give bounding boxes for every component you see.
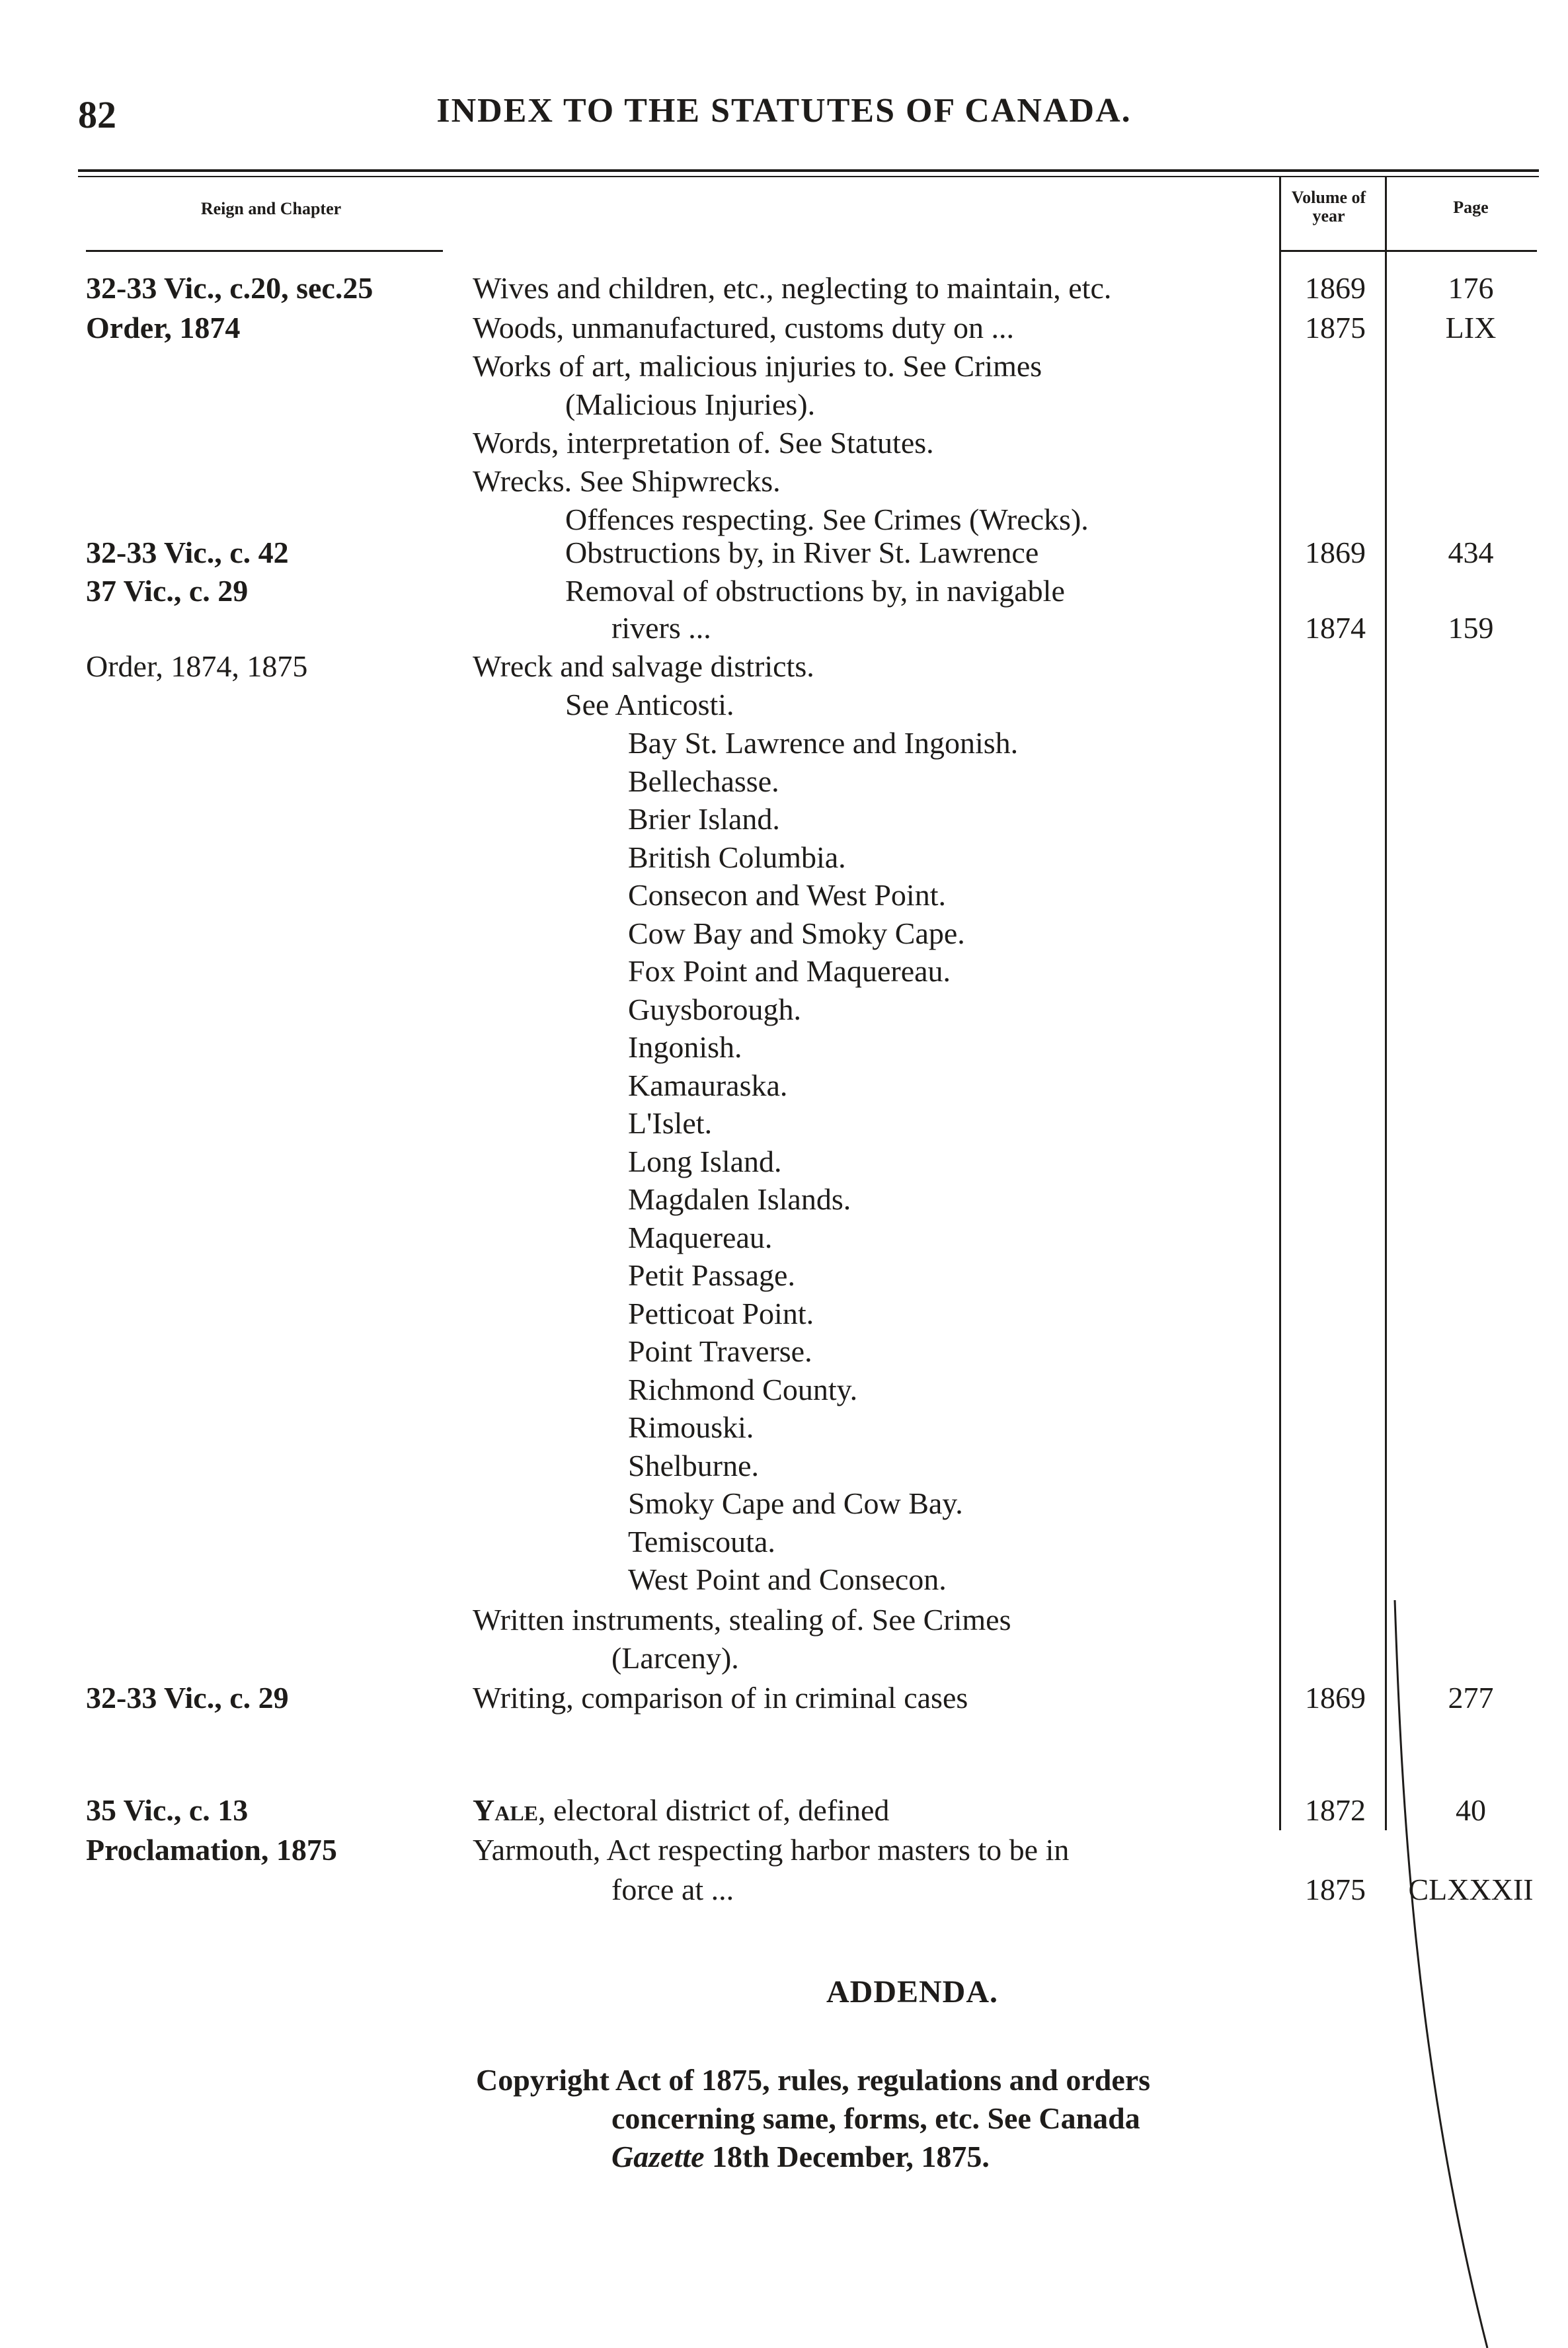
row-ref: Order, 1874, 1875 [86,649,308,683]
district-item [0,1371,1568,1408]
row-ref: 37 Vic., c. 29 [86,574,249,608]
column-head-reign: Reign and Chapter [200,199,342,218]
row-text: Writing, comparison of in criminal cases [473,1681,968,1715]
row-page: 159 [1448,611,1494,645]
district-item [0,763,1568,800]
row-ref: 32-33 Vic., c.20, sec.25 [86,271,373,305]
district-name: Brier Island. [628,802,780,836]
row-text: rivers ... [611,611,711,645]
district-name: Smoky Cape and Cow Bay. [628,1486,963,1520]
district-item [0,953,1568,990]
running-title: INDEX TO THE STATUTES OF CANADA. [436,92,1132,130]
district-item [0,1409,1568,1446]
district-name: Petit Passage. [628,1258,795,1292]
index-row [0,425,1568,462]
row-text: Yarmouth, Act respecting harbor masters to be in [473,1833,1070,1867]
district-item [0,1561,1568,1598]
index-row [0,463,1568,500]
addenda-line: concerning same, forms, etc. See Canada [611,2101,1140,2135]
index-row [0,534,1568,571]
row-text: Wrecks. See Shipwrecks. [473,464,781,498]
margin-stroke [1375,1600,1507,2348]
district-name: Kamauraska. [628,1068,788,1102]
district-name: West Point and Consecon. [628,1562,947,1596]
index-row [0,501,1568,538]
district-name: Consecon and West Point. [628,878,946,912]
district-name: Temiscouta. [628,1524,775,1559]
district-name: Rimouski. [628,1410,754,1444]
index-row [0,1601,1568,1639]
index-row [0,1871,1568,1908]
row-text: (Larceny). [611,1641,739,1675]
row-year: 1875 [1305,1873,1366,1906]
addenda-rest: 18th December, 1875. [704,2140,990,2173]
header-rule-top [78,169,1539,172]
district-name: Cow Bay and Smoky Cape. [628,916,965,950]
row-text: Removal of obstructions by, in navigable [565,574,1065,608]
row-ref: Order, 1874 [86,311,241,344]
column-head-volume: Volume of year [1291,188,1366,225]
row-text: Obstructions by, in River St. Lawrence [565,536,1039,569]
district-item [0,1485,1568,1522]
district-item [0,1333,1568,1370]
index-row [0,686,1568,723]
district-item [0,1029,1568,1066]
index-row [0,1640,1568,1677]
index-row [0,309,1568,346]
index-row [0,270,1568,307]
addenda-line: Copyright Act of 1875, rules, regulations and orders [476,2063,1151,2097]
district-name: L'Islet. [628,1106,713,1140]
row-text: See Anticosti. [565,688,734,721]
row-ref: Proclamation, 1875 [86,1833,337,1867]
index-row [0,610,1568,647]
index-row [0,573,1568,610]
district-item [0,915,1568,952]
district-name: Shelburne. [628,1448,760,1482]
row-text: (Malicious Injuries). [565,387,816,421]
row-text-caps: Yale [473,1793,539,1827]
index-row [0,648,1568,685]
row-ref: 32-33 Vic., c. 42 [86,536,289,569]
index-row [0,1792,1568,1829]
row-text: Woods, unmanufactured, customs duty on ... [473,311,1015,344]
district-item [0,801,1568,838]
column-head-page: Page [1453,198,1489,217]
district-name: Bay St. Lawrence and Ingonish. [628,726,1019,760]
row-page: 176 [1448,271,1494,305]
row-page: CLXXXII [1408,1873,1534,1906]
row-page: 40 [1456,1793,1486,1827]
row-text: , electoral district of, defined [538,1793,890,1827]
district-name: Guysborough. [628,992,801,1026]
district-name: Richmond County. [628,1372,858,1406]
row-year: 1874 [1305,611,1366,645]
row-text: Written instruments, stealing of. See Crimes [473,1603,1011,1637]
district-item [0,1257,1568,1294]
row-year: 1872 [1305,1793,1366,1827]
district-item [0,1181,1568,1218]
index-row [0,386,1568,423]
row-text: Offences respecting. See Crimes (Wrecks). [565,503,1089,536]
district-name: Maquereau. [628,1220,773,1254]
district-item [0,1447,1568,1484]
district-item [0,991,1568,1028]
district-name: Long Island. [628,1144,782,1178]
row-text: Wives and children, etc., neglecting to maintain, etc. [473,271,1112,305]
district-item [0,877,1568,914]
district-name: Fox Point and Maquereau. [628,954,951,988]
district-name: Ingonish. [628,1030,742,1064]
index-row [0,348,1568,385]
district-item [0,1295,1568,1332]
row-text-entry [473,1792,889,1829]
row-year: 1869 [1305,271,1366,305]
row-text: Wreck and salvage districts. [473,649,814,683]
row-year: 1875 [1305,311,1366,344]
page-number: 82 [78,93,116,136]
district-item [0,1105,1568,1142]
header-rule-right [1279,250,1537,252]
row-text: Words, interpretation of. See Statutes. [473,426,934,460]
addenda-line [611,2138,990,2175]
index-row [0,1832,1568,1869]
header-rule-reign [86,250,443,252]
district-name: Magdalen Islands. [628,1182,851,1216]
district-item [0,1219,1568,1256]
row-page: 277 [1448,1681,1494,1715]
district-item [0,725,1568,762]
district-item [0,1143,1568,1180]
row-ref: 32-33 Vic., c. 29 [86,1681,289,1715]
row-page: LIX [1445,311,1497,344]
header-rule-top-thin [78,176,1539,177]
district-name: British Columbia. [628,840,846,874]
addenda-italic: Gazette [611,2140,705,2173]
row-text: force at ... [611,1873,734,1906]
district-item [0,839,1568,876]
district-item [0,1067,1568,1104]
row-text: Works of art, malicious injuries to. See Crimes [473,349,1042,383]
district-item [0,1523,1568,1560]
row-page: 434 [1448,536,1494,569]
row-year: 1869 [1305,536,1366,569]
row-ref: 35 Vic., c. 13 [86,1793,249,1827]
district-name: Bellechasse. [628,764,779,798]
index-row [0,1680,1568,1717]
addenda-title: ADDENDA. [826,1974,998,2009]
row-year: 1869 [1305,1681,1366,1715]
district-name: Petticoat Point. [628,1296,814,1330]
district-name: Point Traverse. [628,1334,812,1368]
